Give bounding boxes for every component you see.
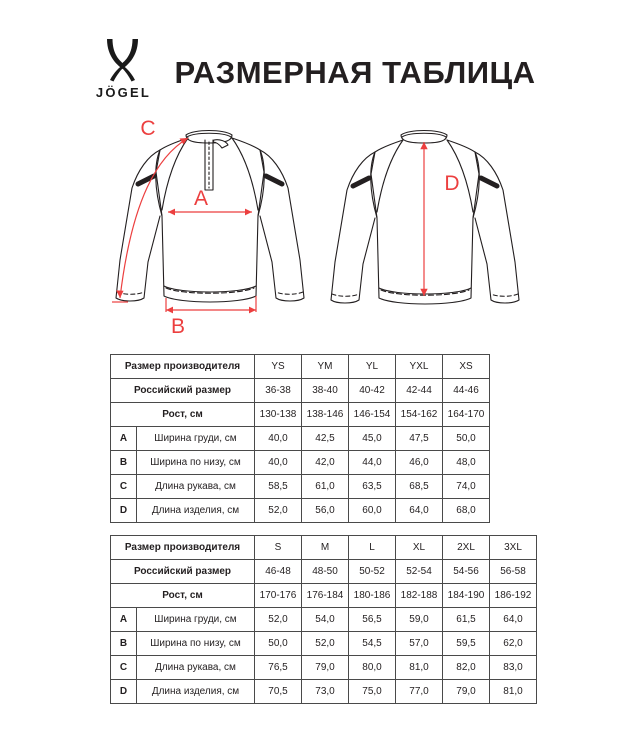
cell: 38-40 [302,379,349,403]
cell: 42-44 [396,379,443,403]
table-row-header-russian-size [111,560,537,584]
measure-desc: Длина изделия, см [137,499,255,523]
cell: 77,0 [396,680,443,704]
cell: 68,5 [396,475,443,499]
cell: 164-170 [443,403,490,427]
measure-letter: C [111,475,137,499]
table-row [111,475,490,499]
cell: 64,0 [490,608,537,632]
size-table-youth [110,354,490,523]
illustrations [0,112,624,340]
cell: 46,0 [396,451,443,475]
measure-desc: Длина изделия, см [137,680,255,704]
measure-d-arrow [420,142,427,296]
row-label: Размер производителя [111,355,255,379]
cell: 54,5 [349,632,396,656]
cell: 130-138 [255,403,302,427]
cell: 146-154 [349,403,396,427]
measure-desc: Ширина груди, см [137,427,255,451]
cell: 74,0 [443,475,490,499]
size-col-3: XL [396,536,443,560]
cell: 81,0 [490,680,537,704]
cell: 57,0 [396,632,443,656]
size-table-youth-wrap [110,354,490,523]
cell: 40-42 [349,379,396,403]
size-col-2: L [349,536,396,560]
cell: 76,5 [255,656,302,680]
row-label: Российский размер [111,560,255,584]
size-col-1: M [302,536,349,560]
cell: 59,5 [443,632,490,656]
size-col-2: YL [349,355,396,379]
cell: 45,0 [349,427,396,451]
cell: 50-52 [349,560,396,584]
cell: 40,0 [255,427,302,451]
cell: 44-46 [443,379,490,403]
cell: 176-184 [302,584,349,608]
measure-letter: D [111,499,137,523]
measure-letter: A [111,608,137,632]
jogel-hourglass-logo-icon [101,36,145,84]
cell: 80,0 [349,656,396,680]
cell: 50,0 [443,427,490,451]
cell: 61,0 [302,475,349,499]
row-label: Размер производителя [111,536,255,560]
cell: 82,0 [443,656,490,680]
size-col-1: YM [302,355,349,379]
cell: 56,0 [302,499,349,523]
cell: 154-162 [396,403,443,427]
measure-b-arrow [166,296,256,313]
size-col-4: 2XL [443,536,490,560]
measure-letter: B [111,451,137,475]
table-row [111,499,490,523]
cell: 46-48 [255,560,302,584]
cell: 180-186 [349,584,396,608]
table-row-header-russian-size [111,379,490,403]
cell: 52,0 [255,499,302,523]
size-table-adult-wrap [110,535,537,704]
measure-letter: C [111,656,137,680]
table-row [111,608,537,632]
cell: 83,0 [490,656,537,680]
table-row [111,680,537,704]
cell: 184-190 [443,584,490,608]
measure-letter: B [111,632,137,656]
size-table-adult [110,535,537,704]
row-label: Рост, см [111,403,255,427]
measure-desc: Ширина груди, см [137,608,255,632]
measure-b-label: B [170,315,186,338]
measure-c-arrow [112,138,188,302]
jacket-back-view [312,112,536,340]
size-col-0: S [255,536,302,560]
size-col-4: XS [443,355,490,379]
measure-desc: Ширина по низу, см [137,632,255,656]
cell: 79,0 [302,656,349,680]
measure-desc: Длина рукава, см [137,656,255,680]
measure-letter: A [111,427,137,451]
cell: 54-56 [443,560,490,584]
table-row-header-manufacturer [111,355,490,379]
cell: 64,0 [396,499,443,523]
cell: 60,0 [349,499,396,523]
cell: 68,0 [443,499,490,523]
table-row-header-height [111,403,490,427]
size-col-3: YXL [396,355,443,379]
measure-a-label: A [193,187,209,210]
page-title: РАЗМЕРНАЯ ТАБЛИЦА [174,54,536,90]
size-col-5: 3XL [490,536,537,560]
table-row-header-height [111,584,537,608]
row-label: Российский размер [111,379,255,403]
cell: 42,5 [302,427,349,451]
cell: 59,0 [396,608,443,632]
measure-c-label: C [140,117,156,140]
page-header [0,34,624,110]
measure-letter: D [111,680,137,704]
cell: 73,0 [302,680,349,704]
measure-d-label: D [444,172,460,195]
cell: 170-176 [255,584,302,608]
cell: 40,0 [255,451,302,475]
cell: 186-192 [490,584,537,608]
cell: 138-146 [302,403,349,427]
cell: 52-54 [396,560,443,584]
cell: 48,0 [443,451,490,475]
size-col-0: YS [255,355,302,379]
cell: 79,0 [443,680,490,704]
table-row [111,632,537,656]
cell: 58,5 [255,475,302,499]
cell: 75,0 [349,680,396,704]
cell: 70,5 [255,680,302,704]
jacket-front-view [98,112,322,340]
measure-desc: Ширина по низу, см [137,451,255,475]
cell: 44,0 [349,451,396,475]
cell: 81,0 [396,656,443,680]
table-row [111,451,490,475]
cell: 61,5 [443,608,490,632]
cell: 47,5 [396,427,443,451]
cell: 63,5 [349,475,396,499]
cell: 62,0 [490,632,537,656]
cell: 54,0 [302,608,349,632]
table-row-header-manufacturer [111,536,537,560]
cell: 52,0 [255,608,302,632]
cell: 56-58 [490,560,537,584]
cell: 42,0 [302,451,349,475]
table-row [111,427,490,451]
cell: 52,0 [302,632,349,656]
measure-desc: Длина рукава, см [137,475,255,499]
brand-logo [88,36,158,108]
cell: 36-38 [255,379,302,403]
cell: 50,0 [255,632,302,656]
cell: 182-188 [396,584,443,608]
cell: 48-50 [302,560,349,584]
table-row [111,656,537,680]
row-label: Рост, см [111,584,255,608]
brand-wordmark: JÖGEL [95,85,151,100]
measure-a-arrow [168,209,252,216]
cell: 56,5 [349,608,396,632]
